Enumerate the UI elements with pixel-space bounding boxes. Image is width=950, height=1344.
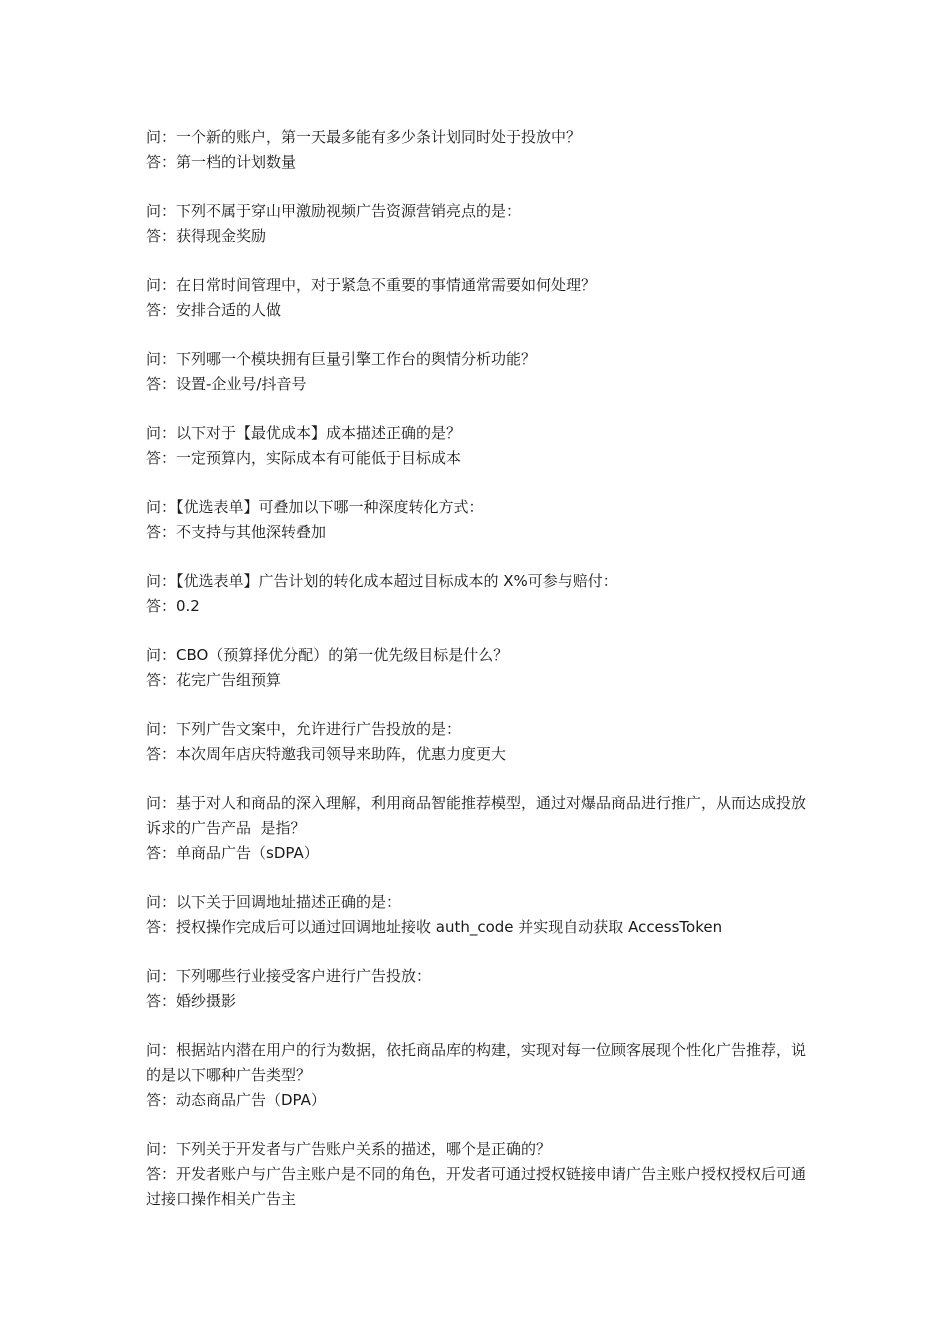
question-text: 问：【优选表单】可叠加以下哪一种深度转化方式：: [146, 498, 484, 516]
answer-text: 答：动态商品广告（DPA）: [146, 1091, 326, 1109]
qa-list: [146, 125, 816, 1236]
answer-text: 答：设置-企业号/抖音号: [146, 375, 307, 393]
question-text: 问：下列哪一个模块拥有巨量引擎工作台的舆情分析功能？: [146, 350, 537, 368]
question-text: 问：在日常时间管理中，对于紧急不重要的事情通常需要如何处理？: [146, 276, 597, 294]
qa-item: [146, 421, 816, 471]
question-text: 问：下列关于开发者与广告账户关系的描述，哪个是正确的？: [146, 1140, 552, 1158]
question-text: 问：根据站内潜在用户的行为数据，依托商品库的构建，实现对每一位顾客展现个性化广告推荐，说的是以下哪种广告类型？: [146, 1041, 807, 1084]
question-text: 问：CBO（预算择优分配）的第一优先级目标是什么？: [146, 646, 509, 664]
qa-item: [146, 964, 816, 1014]
qa-item: [146, 199, 816, 249]
answer-text: 答：安排合适的人做: [146, 301, 282, 319]
question-text: 问：下列广告文案中，允许进行广告投放的是：: [146, 720, 462, 738]
answer-text: 答：0.2: [146, 597, 200, 615]
qa-item: [146, 890, 816, 940]
qa-item: [146, 643, 816, 693]
question-text: 问：基于对人和商品的深入理解，利用商品智能推荐模型，通过对爆品商品进行推广，从而达成投放诉求的广告产品 是指？: [146, 794, 807, 837]
qa-item: [146, 347, 816, 397]
answer-text: 答：单商品广告（sDPA）: [146, 844, 319, 862]
answer-text: 答：花完广告组预算: [146, 671, 282, 689]
question-text: 问：下列不属于穿山甲激励视频广告资源营销亮点的是：: [146, 202, 522, 220]
answer-text: 答：婚纱摄影: [146, 992, 237, 1010]
qa-item: [146, 569, 816, 619]
answer-text: 答：本次周年店庆特邀我司领导来助阵，优惠力度更大: [146, 745, 507, 763]
qa-item: [146, 273, 816, 323]
qa-item: [146, 717, 816, 767]
qa-item: [146, 1137, 816, 1212]
qa-item: [146, 495, 816, 545]
question-text: 问：以下关于回调地址描述正确的是：: [146, 893, 402, 911]
answer-text: 答：第一档的计划数量: [146, 153, 297, 171]
question-text: 问：一个新的账户，第一天最多能有多少条计划同时处于投放中？: [146, 128, 582, 146]
question-text: 问：【优选表单】广告计划的转化成本超过目标成本的 X%可参与赔付：: [146, 572, 618, 590]
answer-text: 答：一定预算内，实际成本有可能低于目标成本: [146, 449, 462, 467]
qa-item: [146, 791, 816, 866]
answer-text: 答：授权操作完成后可以通过回调地址接收 auth_code 并实现自动获取 AccessToken: [146, 918, 723, 936]
question-text: 问：以下对于【最优成本】成本描述正确的是？: [146, 424, 462, 442]
answer-text: 答：不支持与其他深转叠加: [146, 523, 327, 541]
qa-item: [146, 1038, 816, 1113]
qa-item: [146, 125, 816, 175]
answer-text: 答：获得现金奖励: [146, 227, 267, 245]
answer-text: 答：开发者账户与广告主账户是不同的角色，开发者可通过授权链接申请广告主账户授权授权后可通过接口操作相关广告主: [146, 1165, 807, 1208]
question-text: 问：下列哪些行业接受客户进行广告投放：: [146, 967, 432, 985]
